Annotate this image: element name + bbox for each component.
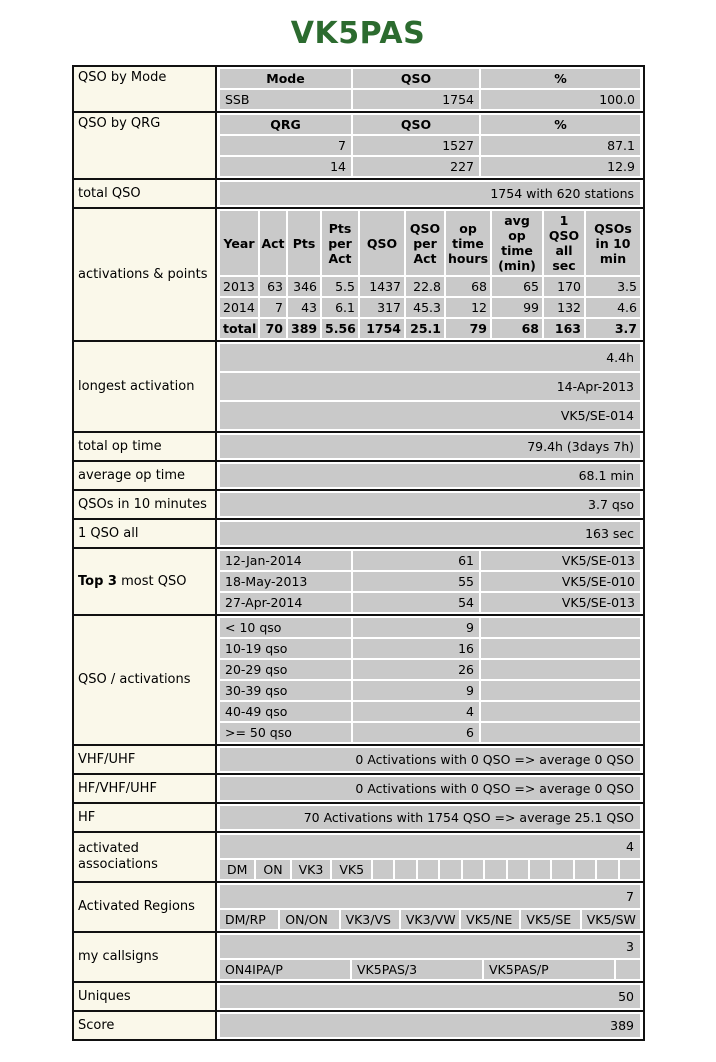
data-qso-by-qrg	[217, 113, 643, 178]
data-top3-most-qso	[217, 549, 643, 614]
act-cell: 7	[260, 298, 286, 317]
callsign-item: VK5PAS/P	[484, 960, 614, 979]
section-activations-points	[74, 209, 643, 342]
section-longest-activation	[74, 342, 643, 433]
data-hf	[217, 804, 643, 831]
1-qso-all-value: 163 sec	[220, 522, 640, 545]
avg-op-time-cell: 65	[492, 277, 542, 296]
year-cell: 2014	[220, 298, 258, 317]
top3-date: 18-May-2013	[220, 572, 351, 591]
bucket-empty	[481, 660, 640, 679]
qso-cell: 317	[360, 298, 404, 317]
qso-bucket-row	[220, 723, 640, 742]
qrg-row	[220, 136, 640, 155]
data-activations-points	[217, 209, 643, 340]
bucket-count: 9	[353, 618, 479, 637]
qrg-qso-count: 1527	[353, 136, 479, 155]
qrg-row	[220, 157, 640, 176]
bucket-range: < 10 qso	[220, 618, 351, 637]
header-qso-per-act: QSO per Act	[406, 211, 444, 275]
data-uniques	[217, 983, 643, 1010]
top3-row	[220, 551, 640, 570]
label-hf: HF	[74, 804, 217, 831]
label-qso-per-activation: QSO / activations	[74, 616, 217, 744]
data-vhf-uhf	[217, 746, 643, 773]
association-item-empty	[395, 860, 415, 879]
bucket-empty	[481, 681, 640, 700]
label-total-qso: total QSO	[74, 180, 217, 207]
data-qso-by-mode	[217, 67, 643, 111]
association-item-empty	[373, 860, 393, 879]
bucket-count: 4	[353, 702, 479, 721]
top3-summit: VK5/SE-013	[481, 551, 640, 570]
data-activated-associations	[217, 833, 643, 881]
label-hf-vhf-uhf: HF/VHF/UHF	[74, 775, 217, 802]
qso-per-act-cell: 22.8	[406, 277, 444, 296]
header-avg-op-time: avg op time (min)	[492, 211, 542, 275]
data-longest-activation	[217, 342, 643, 431]
section-score	[74, 1012, 643, 1039]
header-percent: %	[481, 69, 640, 88]
label-total-op-time: total op time	[74, 433, 217, 460]
pts-cell: 346	[288, 277, 320, 296]
total-op-time-value: 79.4h (3days 7h)	[220, 435, 640, 458]
pts-per-act-cell: 5.5	[322, 277, 358, 296]
association-item-empty	[552, 860, 572, 879]
qso-bucket-row	[220, 618, 640, 637]
bucket-empty	[481, 639, 640, 658]
top3-summit: VK5/SE-010	[481, 572, 640, 591]
top3-date: 12-Jan-2014	[220, 551, 351, 570]
association-item: VK5	[332, 860, 371, 879]
label-qso-by-qrg: QSO by QRG	[74, 113, 217, 178]
qsos-10min-cell: 3.7	[586, 319, 640, 338]
qsos-10min-cell: 3.5	[586, 277, 640, 296]
vhf-uhf-summary: 0 Activations with 0 QSO => average 0 QSO	[220, 748, 640, 771]
top3-row	[220, 593, 640, 612]
hf-summary: 70 Activations with 1754 QSO => average 25.1 QSO	[220, 806, 640, 829]
region-item: VK3/VS	[341, 910, 399, 929]
bucket-range: 20-29 qso	[220, 660, 351, 679]
header-qsos-in-10-min: QSOs in 10 min	[586, 211, 640, 275]
section-activated-associations	[74, 833, 643, 883]
section-qso-by-mode	[74, 67, 643, 113]
section-qso-per-activation	[74, 616, 643, 746]
associations-list	[220, 860, 640, 879]
label-average-op-time: average op time	[74, 462, 217, 489]
qso-cell: 1437	[360, 277, 404, 296]
top3-date: 27-Apr-2014	[220, 593, 351, 612]
year-cell: 2013	[220, 277, 258, 296]
association-item-empty	[463, 860, 483, 879]
bucket-range: 10-19 qso	[220, 639, 351, 658]
uniques-value: 50	[220, 985, 640, 1008]
qso-per-act-cell: 25.1	[406, 319, 444, 338]
label-vhf-uhf: VHF/UHF	[74, 746, 217, 773]
bucket-count: 6	[353, 723, 479, 742]
qrg-percent: 12.9	[481, 157, 640, 176]
mode-percent: 100.0	[481, 90, 640, 109]
association-item-empty	[440, 860, 460, 879]
act-cell: 63	[260, 277, 286, 296]
qso-bucket-row	[220, 639, 640, 658]
header-act: Act	[260, 211, 286, 275]
header-pts-per-act: Pts per Act	[322, 211, 358, 275]
mode-header-row	[220, 69, 640, 88]
association-item-empty	[530, 860, 550, 879]
bucket-count: 16	[353, 639, 479, 658]
pts-per-act-cell: 6.1	[322, 298, 358, 317]
pts-cell: 389	[288, 319, 320, 338]
data-total-qso	[217, 180, 643, 207]
data-qsos-in-10-minutes	[217, 491, 643, 518]
activations-row-2014	[220, 298, 640, 317]
one-qso-cell: 170	[544, 277, 584, 296]
data-qso-per-activation	[217, 616, 643, 744]
section-qsos-in-10-minutes	[74, 491, 643, 520]
association-item-empty	[485, 860, 505, 879]
qrg-band: 7	[220, 136, 351, 155]
association-item-empty	[575, 860, 595, 879]
region-item: VK3/VW	[401, 910, 459, 929]
header-op-time-hours: op time hours	[446, 211, 490, 275]
activations-row-total	[220, 319, 640, 338]
qrg-band: 14	[220, 157, 351, 176]
association-item-empty	[597, 860, 617, 879]
op-time-cell: 12	[446, 298, 490, 317]
callsign-item: VK5PAS/3	[352, 960, 482, 979]
top3-qso-count: 54	[353, 593, 479, 612]
top3-qso-count: 61	[353, 551, 479, 570]
qso-bucket-row	[220, 681, 640, 700]
mode-name: SSB	[220, 90, 351, 109]
section-top3-most-qso	[74, 549, 643, 616]
callsign-item: ON4IPA/P	[220, 960, 350, 979]
label-qsos-in-10-minutes: QSOs in 10 minutes	[74, 491, 217, 518]
bucket-empty	[481, 723, 640, 742]
associations-count: 4	[220, 835, 640, 858]
section-total-op-time	[74, 433, 643, 462]
page-title: VK5PAS	[290, 16, 426, 51]
average-op-time-value: 68.1 min	[220, 464, 640, 487]
association-item-empty	[418, 860, 438, 879]
qrg-header-row	[220, 115, 640, 134]
bucket-empty	[481, 618, 640, 637]
label-top3-most-qso	[74, 549, 217, 614]
top3-qso-count: 55	[353, 572, 479, 591]
header-mode: Mode	[220, 69, 351, 88]
region-item: DM/RP	[220, 910, 278, 929]
stats-table	[72, 65, 645, 1041]
label-uniques: Uniques	[74, 983, 217, 1010]
header-percent: %	[481, 115, 640, 134]
data-my-callsigns	[217, 933, 643, 981]
label-activated-associations: activated associations	[74, 833, 217, 881]
section-vhf-uhf	[74, 746, 643, 775]
header-qso: QSO	[353, 69, 479, 88]
data-score	[217, 1012, 643, 1039]
region-item: VK5/NE	[461, 910, 519, 929]
label-activations-points: activations & points	[74, 209, 217, 340]
data-total-op-time	[217, 433, 643, 460]
association-item: ON	[256, 860, 289, 879]
act-cell: 70	[260, 319, 286, 338]
op-time-cell: 79	[446, 319, 490, 338]
data-1-qso-all	[217, 520, 643, 547]
section-hf-vhf-uhf	[74, 775, 643, 804]
header-pts: Pts	[288, 211, 320, 275]
header-qso: QSO	[360, 211, 404, 275]
label-1-qso-all: 1 QSO all	[74, 520, 217, 547]
bucket-count: 26	[353, 660, 479, 679]
year-cell: total	[220, 319, 258, 338]
section-hf	[74, 804, 643, 833]
longest-date: 14-Apr-2013	[220, 373, 640, 400]
callsign-item-empty	[616, 960, 640, 979]
activations-header-row	[220, 211, 640, 275]
mode-row-ssb	[220, 90, 640, 109]
section-activated-regions	[74, 883, 643, 933]
header-qso: QSO	[353, 115, 479, 134]
bucket-range: 40-49 qso	[220, 702, 351, 721]
score-value: 389	[220, 1014, 640, 1037]
header-year: Year	[220, 211, 258, 275]
top3-label-rest: most QSO	[116, 573, 187, 589]
region-item: ON/ON	[280, 910, 338, 929]
pts-cell: 43	[288, 298, 320, 317]
callsigns-list	[220, 960, 640, 979]
label-activated-regions: Activated Regions	[74, 883, 217, 931]
qrg-qso-count: 227	[353, 157, 479, 176]
qsos-10min-cell: 4.6	[586, 298, 640, 317]
data-activated-regions	[217, 883, 643, 931]
section-qso-by-qrg	[74, 113, 643, 180]
pts-per-act-cell: 5.56	[322, 319, 358, 338]
qso-per-act-cell: 45.3	[406, 298, 444, 317]
data-average-op-time	[217, 462, 643, 489]
top3-row	[220, 572, 640, 591]
qso-bucket-row	[220, 660, 640, 679]
association-item-empty	[620, 860, 640, 879]
label-my-callsigns: my callsigns	[74, 933, 217, 981]
label-longest-activation: longest activation	[74, 342, 217, 431]
callsigns-count: 3	[220, 935, 640, 958]
section-my-callsigns	[74, 933, 643, 983]
one-qso-cell: 163	[544, 319, 584, 338]
qsos-in-10-minutes-value: 3.7 qso	[220, 493, 640, 516]
section-1-qso-all	[74, 520, 643, 549]
section-total-qso	[74, 180, 643, 209]
header-1-qso-all-sec: 1 QSO all sec	[544, 211, 584, 275]
bucket-count: 9	[353, 681, 479, 700]
header-qrg: QRG	[220, 115, 351, 134]
section-average-op-time	[74, 462, 643, 491]
qrg-percent: 87.1	[481, 136, 640, 155]
total-qso-value: 1754 with 620 stations	[220, 182, 640, 205]
one-qso-cell: 132	[544, 298, 584, 317]
qso-bucket-row	[220, 702, 640, 721]
qso-cell: 1754	[360, 319, 404, 338]
region-item: VK5/SW	[582, 910, 640, 929]
association-item: DM	[220, 860, 254, 879]
longest-summit: VK5/SE-014	[220, 402, 640, 429]
op-time-cell: 68	[446, 277, 490, 296]
label-score: Score	[74, 1012, 217, 1039]
activations-row-2013	[220, 277, 640, 296]
mode-qso-count: 1754	[353, 90, 479, 109]
top3-label-bold: Top 3	[78, 573, 117, 589]
hf-vhf-uhf-summary: 0 Activations with 0 QSO => average 0 QSO	[220, 777, 640, 800]
label-qso-by-mode: QSO by Mode	[74, 67, 217, 111]
avg-op-time-cell: 99	[492, 298, 542, 317]
association-item: VK3	[292, 860, 331, 879]
top3-summit: VK5/SE-013	[481, 593, 640, 612]
bucket-range: >= 50 qso	[220, 723, 351, 742]
section-uniques	[74, 983, 643, 1012]
regions-count: 7	[220, 885, 640, 908]
bucket-range: 30-39 qso	[220, 681, 351, 700]
regions-list	[220, 910, 640, 929]
avg-op-time-cell: 68	[492, 319, 542, 338]
bucket-empty	[481, 702, 640, 721]
association-item-empty	[508, 860, 528, 879]
data-hf-vhf-uhf	[217, 775, 643, 802]
longest-duration: 4.4h	[220, 344, 640, 371]
region-item: VK5/SE	[521, 910, 579, 929]
